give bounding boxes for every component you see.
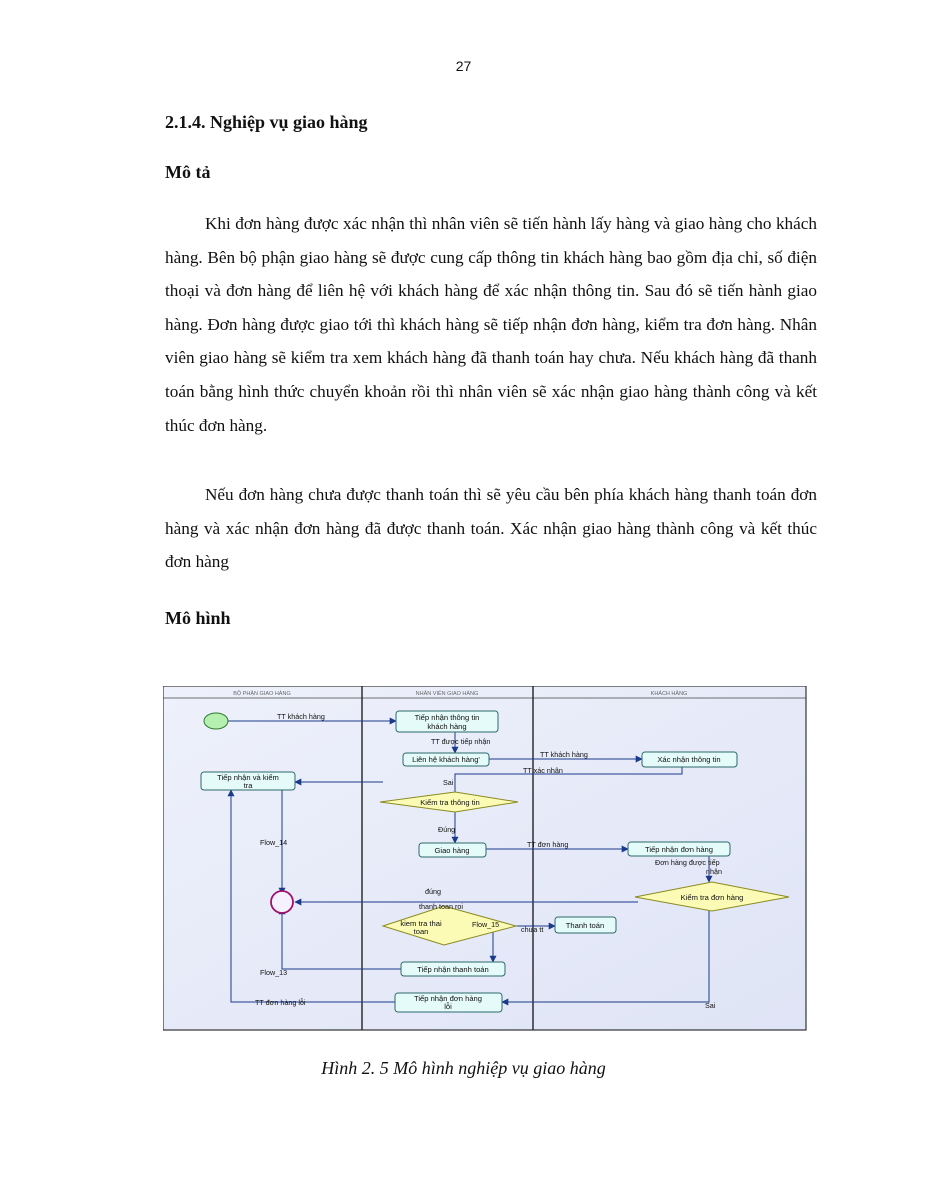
label-flow-15: Flow_15 xyxy=(472,920,500,929)
label-dung-2: đúng xyxy=(425,887,441,896)
tiep-nhan-thanh-toan-label: Tiếp nhận thanh toán xyxy=(417,965,489,974)
page-number: 27 xyxy=(455,58,472,74)
label-tt-xac-nhan: TT xác nhận xyxy=(523,766,563,775)
kiem-tra-thai-line-1: kiem tra thai xyxy=(400,919,442,928)
description-heading: Mô tả xyxy=(165,162,211,182)
start-node xyxy=(204,713,228,729)
label-don-hang-tiep-1: Đơn hàng được tiếp xyxy=(655,858,720,867)
lien-he-label: Liên hệ khách hàng' xyxy=(412,755,480,764)
label-tt-khach-hang: TT khách hàng xyxy=(277,712,325,721)
tiep-nhan-don-label: Tiếp nhận đơn hàng xyxy=(644,845,714,854)
tiep-nhan-tt-line-1: Tiếp nhận thông tin xyxy=(414,713,480,722)
tiep-nhan-loi-line-2: lỗi xyxy=(444,1002,452,1011)
label-thanh-toan-roi: thanh toan roi xyxy=(419,902,463,911)
lane-nhan-vien-giao-hang: NHÂN VIÊN GIAO HÀNG xyxy=(415,691,479,697)
thanh-toan-label: Thanh toán xyxy=(565,921,605,930)
tiep-nhan-tt-line-2: khách hàng xyxy=(427,722,467,731)
lane-bo-phan-giao-hang: BỘ PHẬN GIAO HÀNG xyxy=(233,691,291,697)
kiem-tra-thai-line-2: toan xyxy=(413,927,429,936)
label-tt-khach-hang-2: TT khách hàng xyxy=(540,750,588,759)
description-paragraph-2: Nếu đơn hàng chưa được thanh toán thì sẽ yêu cầu bên phía khách hàng thanh toán đơn hàng và xác nhận đơn hàng đã được thanh toán. Xác nhận giao hàng thành công và kết thúc đơn hàng xyxy=(165,485,817,572)
figure-caption: Hình 2. 5 Mô hình nghiệp vụ giao hàng xyxy=(321,1058,606,1078)
label-sai-2: Sai xyxy=(705,1001,716,1010)
label-tt-don-hang: TT đơn hàng xyxy=(527,840,569,849)
giao-hang-label: Giao hàng xyxy=(434,846,470,855)
tiep-nhan-loi-line-1: Tiếp nhận đơn hàng xyxy=(413,994,483,1003)
delivery-activity-diagram xyxy=(163,686,808,1032)
lane-khach-hang: KHÁCH HÀNG xyxy=(650,691,688,697)
model-heading: Mô hình xyxy=(165,608,231,628)
label-tt-don-hang-loi: TT đơn hàng lỗi xyxy=(255,998,306,1007)
section-heading: 2.1.4. Nghiệp vụ giao hàng xyxy=(165,112,368,132)
label-dung-1: Đúng xyxy=(438,825,456,834)
label-don-hang-tiep-2: nhận xyxy=(706,867,722,876)
tiep-nhan-kiem-line-1: Tiếp nhận và kiểm xyxy=(217,773,279,782)
merge-node xyxy=(271,891,293,913)
kiem-tra-don-label: Kiểm tra đơn hàng xyxy=(680,893,744,902)
label-chua-tt: chưa tt xyxy=(521,925,544,934)
label-flow-13: Flow_13 xyxy=(260,968,288,977)
kiem-tra-tt-label: Kiểm tra thông tin xyxy=(420,798,480,807)
label-flow-14: Flow_14 xyxy=(260,838,288,847)
description-paragraph-1: Khi đơn hàng được xác nhận thì nhân viên sẽ tiến hành lấy hàng và giao hàng cho khách hàng. Bên bộ phận giao hàng sẽ được cung cấp thông tin khách hàng bao gồm địa chỉ, số điện thoại và đơn hàng để liên hệ với khách hàng để xác nhận thông tin. Sau đó sẽ tiến hành giao hàng. Đơn hàng được giao tới thì khách hàng sẽ tiếp nhận đơn hàng, kiểm tra đơn hàng. Nhân viên giao hàng sẽ kiểm tra xem khách hàng đã thanh toán hay chưa. Nếu khách hàng đã thanh toán bằng hình thức chuyển khoản rồi thì nhân viên sẽ xác nhận giao hàng thành công và kết thúc đơn hàng. xyxy=(165,214,817,435)
xac-nhan-tt-label: Xác nhận thông tin xyxy=(657,755,721,764)
label-tt-duoc-tiep-nhan: TT được tiếp nhận xyxy=(431,737,491,746)
label-sai-1: Sai xyxy=(443,778,454,787)
tiep-nhan-kiem-line-2: tra xyxy=(243,781,253,790)
